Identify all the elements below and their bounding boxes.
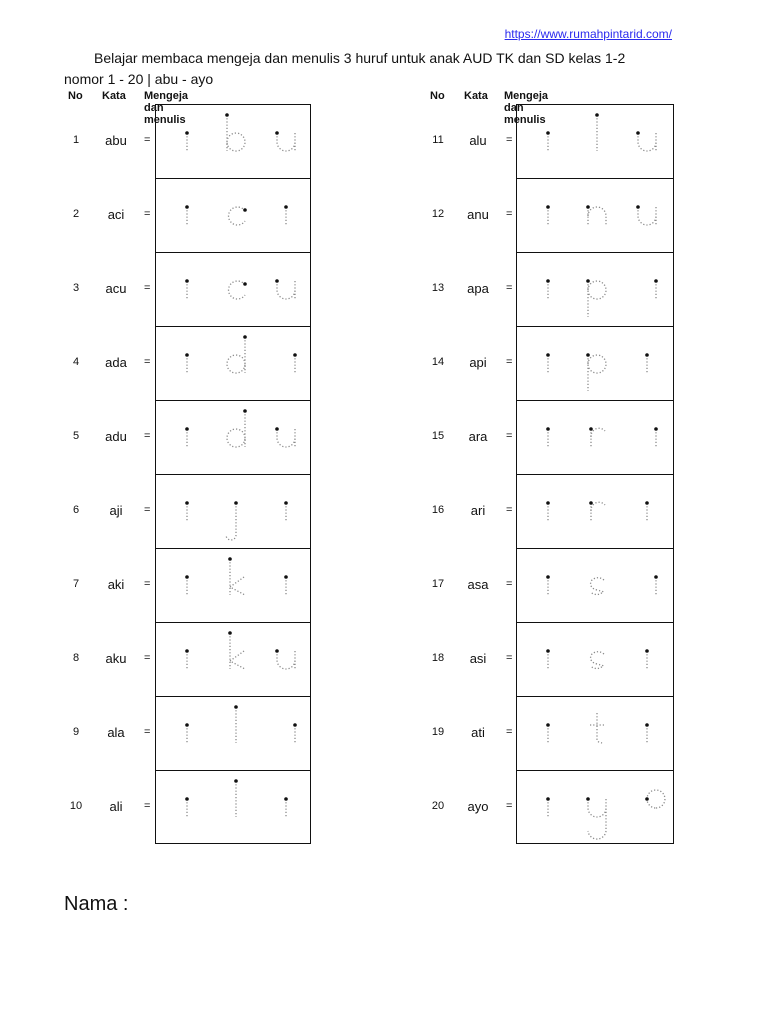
row-number: 20: [431, 800, 445, 812]
tracing-box[interactable]: [155, 252, 311, 326]
start-dot: [546, 353, 550, 357]
tracing-letters: [156, 623, 312, 697]
row-word: ayo: [467, 799, 489, 814]
start-dot: [546, 279, 550, 283]
equals-sign: =: [506, 578, 513, 590]
start-dot: [234, 705, 238, 709]
tracing-letters: [517, 771, 673, 845]
row-word: ali: [109, 799, 123, 814]
start-dot: [284, 797, 288, 801]
start-dot: [595, 113, 599, 117]
equals-sign: =: [506, 430, 513, 442]
row-word: aji: [109, 503, 123, 518]
trace-letter-k: [228, 631, 245, 669]
header-no: No: [430, 90, 445, 102]
tracing-letters: [517, 401, 673, 475]
start-dot: [546, 427, 550, 431]
trace-letter-u: [275, 131, 295, 151]
start-dot: [589, 427, 593, 431]
tracing-letters: [156, 105, 312, 179]
equals-sign: =: [506, 208, 513, 220]
row-word: aci: [107, 207, 125, 222]
start-dot: [546, 723, 550, 727]
equals-sign: =: [506, 726, 513, 738]
row-number: 18: [431, 652, 445, 664]
trace-letter-p: [586, 279, 606, 317]
start-dot: [284, 205, 288, 209]
row-word: asi: [469, 651, 487, 666]
start-dot: [645, 353, 649, 357]
start-dot: [275, 427, 279, 431]
tracing-box[interactable]: [516, 548, 674, 622]
tracing-letters: [517, 179, 673, 253]
start-dot: [225, 113, 229, 117]
row-number: 10: [69, 800, 83, 812]
start-dot: [636, 205, 640, 209]
trace-letter-i: [284, 575, 288, 595]
tracing-letters: [156, 327, 312, 401]
tracing-letters: [156, 771, 312, 845]
start-dot: [243, 208, 247, 212]
start-dot: [586, 797, 590, 801]
trace-letter-k: [228, 557, 245, 595]
start-dot: [636, 131, 640, 135]
row-number: 16: [431, 504, 445, 516]
start-dot: [586, 205, 590, 209]
start-dot: [185, 427, 189, 431]
tracing-box[interactable]: [516, 400, 674, 474]
tracing-box[interactable]: [516, 474, 674, 548]
start-dot: [546, 575, 550, 579]
trace-letter-i: [284, 501, 288, 521]
trace-letter-c: [229, 207, 247, 225]
trace-letter-b: [225, 113, 245, 151]
nama-label: Nama :: [64, 893, 129, 915]
trace-letter-i: [284, 797, 288, 817]
header-kata: Kata: [102, 90, 126, 102]
tracing-box[interactable]: [155, 474, 311, 548]
equals-sign: =: [144, 208, 151, 220]
tracing-box[interactable]: [516, 326, 674, 400]
tracing-box[interactable]: [516, 770, 674, 844]
tracing-box[interactable]: [155, 696, 311, 770]
equals-sign: =: [506, 504, 513, 516]
start-dot: [645, 723, 649, 727]
equals-sign: =: [144, 578, 151, 590]
equals-sign: =: [144, 134, 151, 146]
equals-sign: =: [144, 282, 151, 294]
tracing-box[interactable]: [516, 104, 674, 178]
row-number: 5: [72, 430, 80, 442]
header-kata: Kata: [464, 90, 488, 102]
header-mengeja: Mengeja dan menulis: [504, 90, 549, 126]
tracing-box[interactable]: [516, 696, 674, 770]
trace-letter-a: [185, 131, 189, 151]
row-word: alu: [469, 133, 487, 148]
trace-letter-u: [636, 205, 656, 225]
tracing-box[interactable]: [155, 548, 311, 622]
trace-letter-i: [645, 353, 649, 373]
start-dot: [284, 575, 288, 579]
row-number: 11: [432, 134, 444, 146]
start-dot: [645, 501, 649, 505]
trace-letter-a: [546, 797, 550, 817]
row-number: 19: [431, 726, 445, 738]
row-word: ari: [470, 503, 486, 518]
tracing-box[interactable]: [516, 252, 674, 326]
trace-letter-j: [226, 501, 238, 540]
tracing-letters: [156, 179, 312, 253]
equals-sign: =: [144, 430, 151, 442]
start-dot: [293, 353, 297, 357]
start-dot: [185, 797, 189, 801]
start-dot: [185, 649, 189, 653]
tracing-letters: [156, 697, 312, 771]
trace-letter-u: [275, 279, 295, 299]
start-dot: [185, 575, 189, 579]
tracing-box[interactable]: [155, 104, 311, 178]
trace-letter-a: [654, 427, 658, 447]
equals-sign: =: [144, 504, 151, 516]
trace-letter-a: [293, 353, 297, 373]
trace-letter-t: [590, 713, 604, 743]
page-subtitle: nomor 1 - 20 | abu - ayo: [64, 71, 214, 87]
trace-letter-s: [590, 578, 604, 595]
row-number: 15: [431, 430, 445, 442]
start-dot: [275, 279, 279, 283]
tracing-box[interactable]: [155, 326, 311, 400]
trace-letter-a: [185, 797, 189, 817]
trace-letter-a: [185, 427, 189, 447]
equals-sign: =: [506, 652, 513, 664]
trace-letter-l: [234, 705, 238, 743]
start-dot: [185, 205, 189, 209]
start-dot: [546, 797, 550, 801]
tracing-box[interactable]: [155, 770, 311, 844]
trace-letter-i: [645, 649, 649, 669]
start-dot: [284, 501, 288, 505]
start-dot: [275, 131, 279, 135]
tracing-letters: [156, 475, 312, 549]
trace-letter-a: [546, 723, 550, 743]
trace-letter-s: [590, 652, 604, 669]
trace-letter-a: [185, 723, 189, 743]
start-dot: [546, 131, 550, 135]
equals-sign: =: [506, 800, 513, 812]
tracing-letters: [517, 549, 673, 623]
start-dot: [185, 501, 189, 505]
page-title: Belajar membaca mengeja dan menulis 3 huruf untuk anak AUD TK dan SD kelas 1-2: [94, 50, 626, 66]
equals-sign: =: [506, 134, 513, 146]
start-dot: [185, 723, 189, 727]
row-word: abu: [105, 133, 127, 148]
row-word: aki: [107, 577, 125, 592]
start-dot: [243, 335, 247, 339]
trace-letter-a: [546, 353, 550, 373]
row-number: 14: [431, 356, 445, 368]
trace-letter-a: [546, 427, 550, 447]
start-dot: [185, 279, 189, 283]
row-number: 7: [72, 578, 80, 590]
row-number: 1: [72, 134, 80, 146]
trace-letter-a: [185, 279, 189, 299]
trace-letter-a: [546, 279, 550, 299]
tracing-box[interactable]: [155, 400, 311, 474]
trace-letter-a: [654, 279, 658, 299]
equals-sign: =: [506, 356, 513, 368]
start-dot: [243, 282, 247, 286]
tracing-box[interactable]: [516, 622, 674, 696]
tracing-letters: [517, 253, 673, 327]
tracing-box[interactable]: [155, 178, 311, 252]
tracing-letters: [156, 253, 312, 327]
row-word: asa: [467, 577, 489, 592]
trace-letter-a: [654, 575, 658, 595]
tracing-letters: [156, 401, 312, 475]
start-dot: [589, 501, 593, 505]
start-dot: [185, 353, 189, 357]
start-dot: [234, 501, 238, 505]
tracing-letters: [517, 327, 673, 401]
trace-letter-o: [645, 790, 665, 808]
trace-letter-a: [293, 723, 297, 743]
row-number: 4: [72, 356, 80, 368]
equals-sign: =: [144, 800, 151, 812]
trace-letter-r: [589, 501, 605, 521]
row-number: 6: [72, 504, 80, 516]
row-number: 17: [431, 578, 445, 590]
tracing-letters: [517, 623, 673, 697]
trace-letter-r: [589, 427, 605, 447]
row-number: 2: [72, 208, 80, 220]
equals-sign: =: [144, 652, 151, 664]
start-dot: [546, 501, 550, 505]
header-no: No: [68, 90, 83, 102]
trace-letter-c: [229, 281, 247, 299]
trace-letter-a: [185, 649, 189, 669]
trace-letter-y: [586, 797, 606, 839]
row-word: ala: [107, 725, 125, 740]
trace-letter-u: [275, 427, 295, 447]
row-number: 12: [431, 208, 445, 220]
row-word: ati: [471, 725, 485, 740]
row-word: apa: [467, 281, 489, 296]
trace-letter-l: [234, 779, 238, 817]
start-dot: [546, 649, 550, 653]
start-dot: [654, 427, 658, 431]
row-word: aku: [105, 651, 127, 666]
trace-letter-a: [546, 501, 550, 521]
tracing-letters: [517, 105, 673, 179]
start-dot: [586, 353, 590, 357]
tracing-letters: [517, 697, 673, 771]
equals-sign: =: [144, 356, 151, 368]
start-dot: [228, 631, 232, 635]
trace-letter-a: [546, 205, 550, 225]
tracing-letters: [156, 549, 312, 623]
start-dot: [228, 557, 232, 561]
start-dot: [645, 649, 649, 653]
trace-letter-n: [586, 205, 606, 225]
start-dot: [293, 723, 297, 727]
start-dot: [243, 409, 247, 413]
tracing-box[interactable]: [155, 622, 311, 696]
trace-letter-i: [645, 501, 649, 521]
trace-letter-a: [185, 205, 189, 225]
row-number: 13: [431, 282, 445, 294]
trace-letter-a: [185, 501, 189, 521]
trace-letter-u: [275, 649, 295, 669]
row-word: adu: [105, 429, 127, 444]
header-mengeja: Mengeja dan menulis: [144, 90, 189, 126]
start-dot: [185, 131, 189, 135]
trace-letter-i: [645, 723, 649, 743]
row-word: anu: [467, 207, 489, 222]
trace-letter-d: [227, 335, 247, 373]
start-dot: [586, 279, 590, 283]
start-dot: [654, 575, 658, 579]
start-dot: [275, 649, 279, 653]
trace-letter-a: [546, 575, 550, 595]
trace-letter-d: [227, 409, 247, 447]
trace-letter-a: [185, 353, 189, 373]
start-dot: [654, 279, 658, 283]
trace-letter-i: [284, 205, 288, 225]
website-link[interactable]: https://www.rumahpintarid.com/: [504, 27, 672, 41]
start-dot: [234, 779, 238, 783]
trace-letter-a: [546, 131, 550, 151]
row-number: 9: [72, 726, 80, 738]
row-word: acu: [105, 281, 127, 296]
trace-letter-l: [595, 113, 599, 151]
trace-letter-a: [185, 575, 189, 595]
trace-letter-u: [636, 131, 656, 151]
start-dot: [546, 205, 550, 209]
row-word: ada: [105, 355, 127, 370]
tracing-box[interactable]: [516, 178, 674, 252]
row-number: 3: [72, 282, 80, 294]
start-dot: [645, 797, 649, 801]
trace-letter-p: [586, 353, 606, 391]
row-word: api: [469, 355, 487, 370]
row-word: ara: [468, 429, 488, 444]
equals-sign: =: [506, 282, 513, 294]
row-number: 8: [72, 652, 80, 664]
equals-sign: =: [144, 726, 151, 738]
tracing-letters: [517, 475, 673, 549]
trace-letter-a: [546, 649, 550, 669]
